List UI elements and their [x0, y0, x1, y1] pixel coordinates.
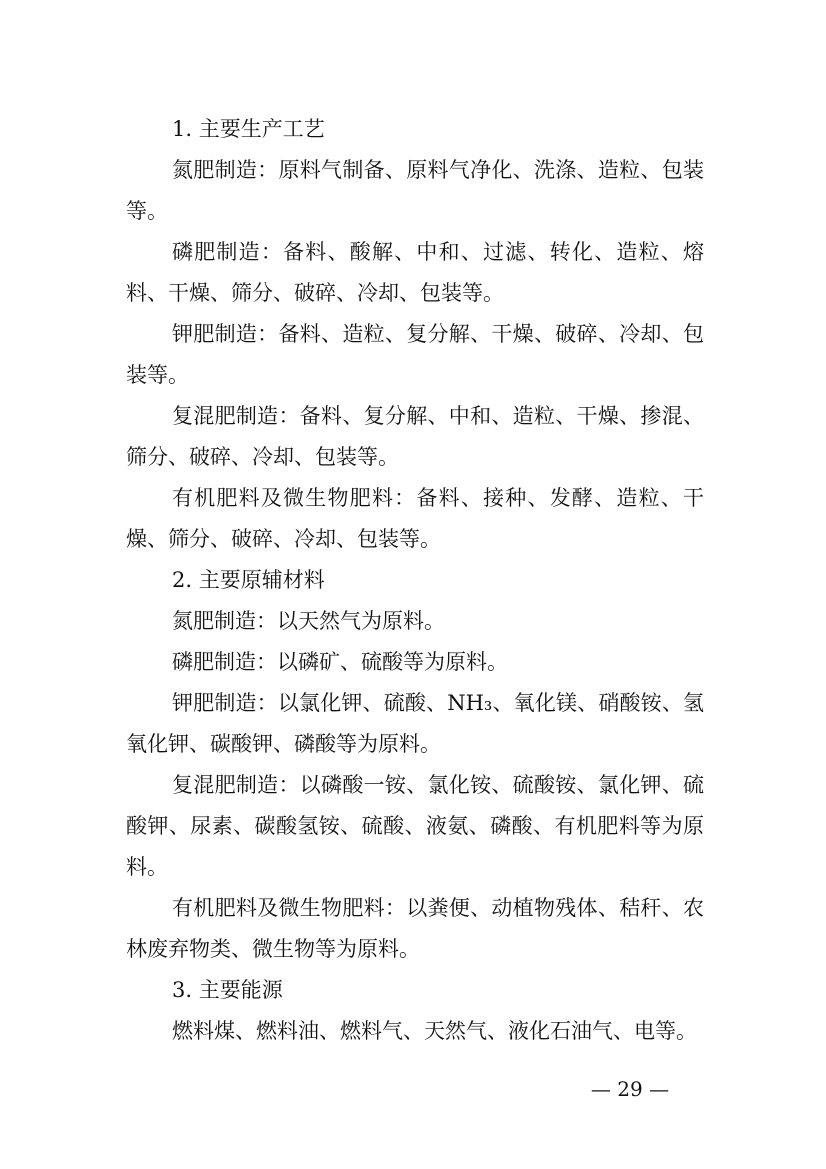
section-heading-processes: 1. 主要生产工艺 [172, 117, 325, 141]
document-body [126, 109, 704, 1052]
paragraph-compound-materials: 复混肥制造：以磷酸一铵、氯化铵、硫酸铵、氯化钾、硫酸钾、尿素、碳酸氢铵、硫酸、液氨、磷酸、有机肥料等为原料。 [126, 773, 704, 879]
paragraph-nitrogen-process: 氮肥制造：原料气制备、原料气净化、洗涤、造粒、包装等。 [126, 158, 704, 223]
paragraph-organic-materials: 有机肥料及微生物肥料：以粪便、动植物残体、秸秆、农林废弃物类、微生物等为原料。 [126, 896, 704, 961]
page-number: — 29 — [590, 1077, 670, 1101]
paragraph-nitrogen-materials: 氮肥制造：以天然气为原料。 [172, 609, 445, 633]
paragraph-energy: 燃料煤、燃料油、燃料气、天然气、液化石油气、电等。 [172, 1019, 697, 1043]
paragraph-organic-process: 有机肥料及微生物肥料：备料、接种、发酵、造粒、干燥、筛分、破碎、冷却、包装等。 [126, 486, 704, 551]
section-heading-materials: 2. 主要原辅材料 [172, 568, 325, 592]
paragraph-phosphate-process: 磷肥制造：备料、酸解、中和、过滤、转化、造粒、熔料、干燥、筛分、破碎、冷却、包装等。 [126, 240, 704, 305]
paragraph-potash-materials: 钾肥制造：以氯化钾、硫酸、NH₃、氧化镁、硝酸铵、氢氧化钾、碳酸钾、磷酸等为原料。 [126, 691, 704, 756]
paragraph-potash-process: 钾肥制造：备料、造粒、复分解、干燥、破碎、冷却、包装等。 [126, 322, 704, 387]
paragraph-compound-process: 复混肥制造：备料、复分解、中和、造粒、干燥、掺混、筛分、破碎、冷却、包装等。 [126, 404, 704, 469]
paragraph-phosphate-materials: 磷肥制造：以磷矿、硫酸等为原料。 [172, 650, 508, 674]
section-heading-energy: 3. 主要能源 [172, 978, 283, 1002]
